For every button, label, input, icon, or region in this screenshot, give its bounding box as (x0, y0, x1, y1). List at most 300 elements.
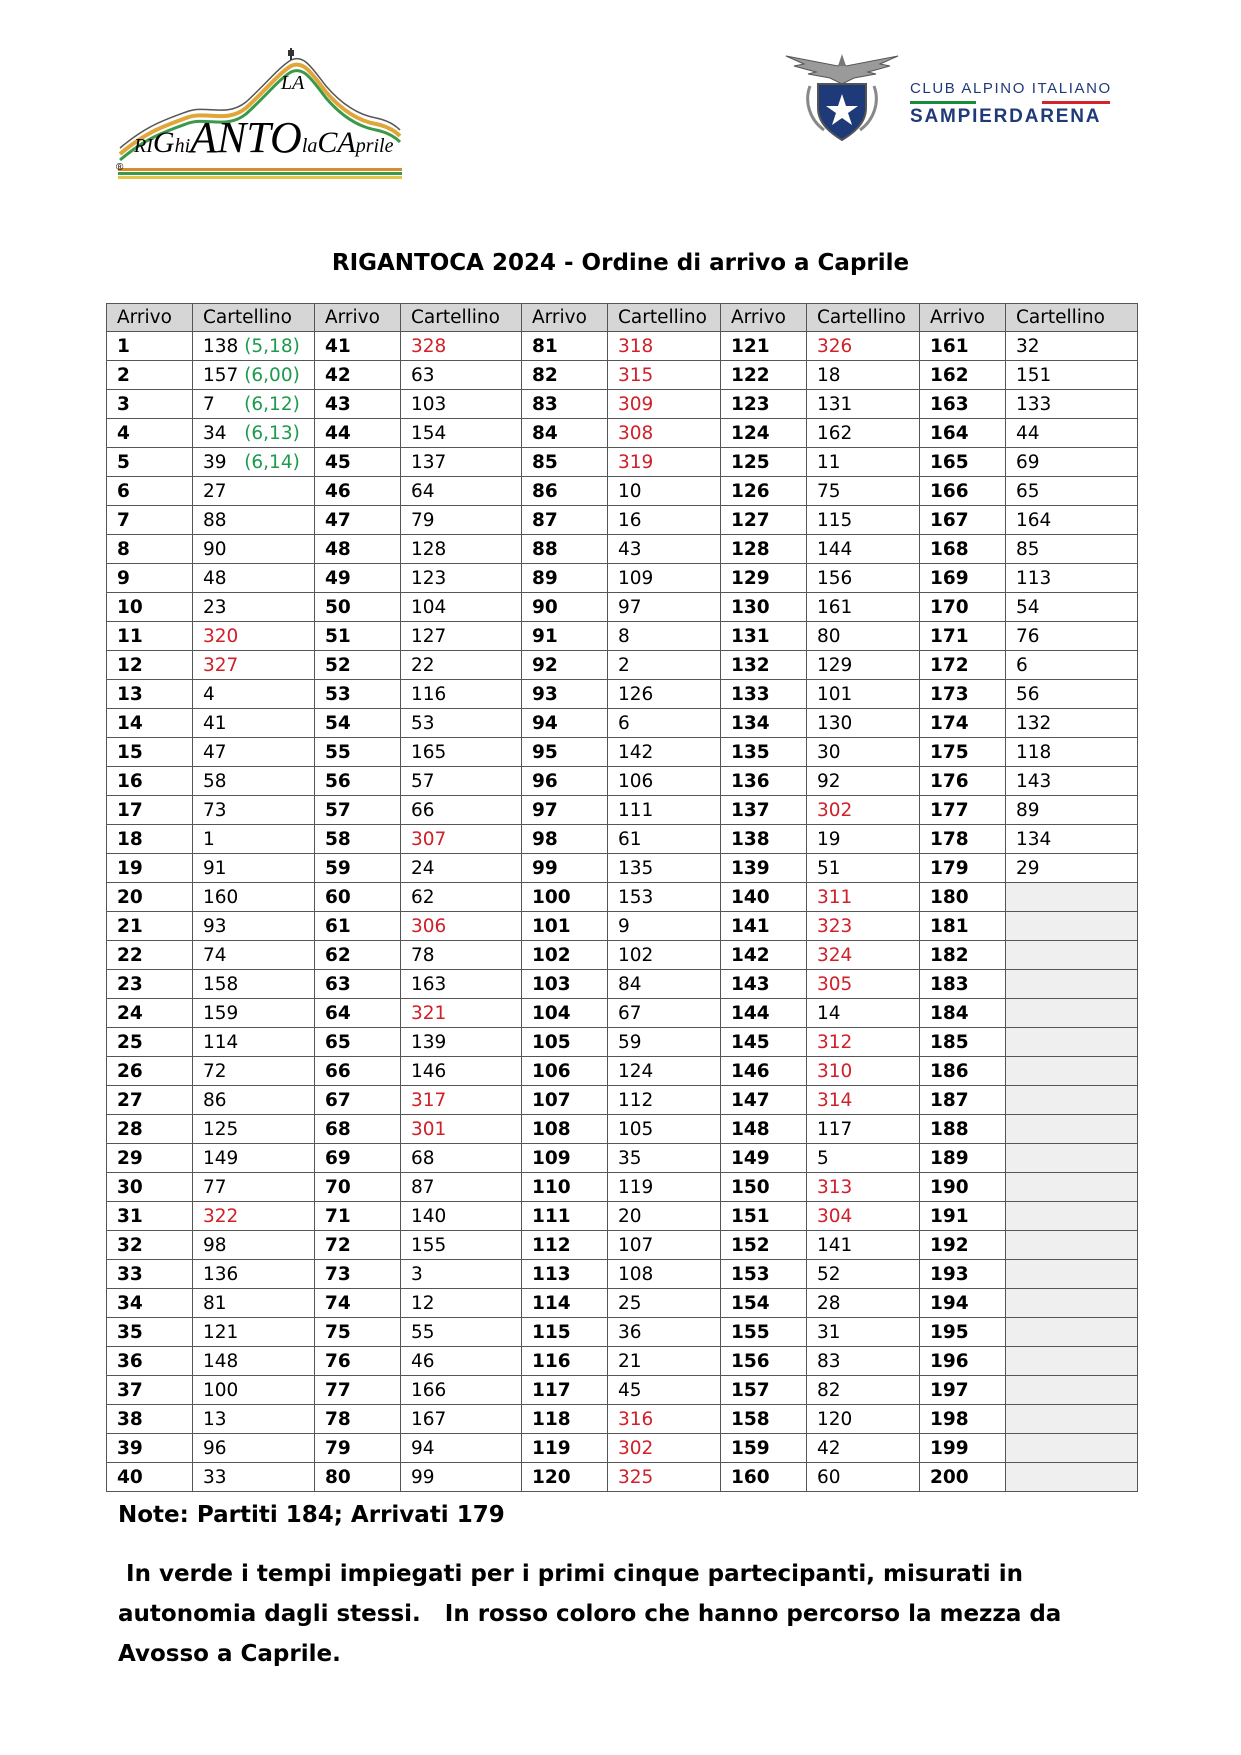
bib-value: 316 (618, 1408, 654, 1430)
bib-value: 120 (817, 1408, 853, 1430)
arrival-position: 88 (522, 535, 608, 564)
bib-value: 165 (411, 741, 447, 763)
bib-value: 86 (203, 1089, 227, 1111)
table-row (107, 1202, 1138, 1231)
bib-value: 69 (1016, 451, 1040, 473)
bib-value: 114 (203, 1031, 239, 1053)
bib-value: 1 (203, 828, 215, 850)
header-arrivo: Arrivo (920, 304, 1006, 332)
bib-value: 34 (203, 422, 227, 444)
bib-number (807, 1173, 920, 1202)
bib-value: 320 (203, 625, 239, 647)
bib-number (608, 883, 721, 912)
bib-number (807, 941, 920, 970)
arrival-position: 57 (315, 796, 401, 825)
note-summary: Note: Partiti 184; Arrivati 179 (118, 1502, 505, 1528)
bib-number (608, 1347, 721, 1376)
bib-number (193, 419, 315, 448)
bib-value: 140 (411, 1205, 447, 1227)
bib-number (401, 1260, 522, 1289)
bib-value: 313 (817, 1176, 853, 1198)
table-row (107, 390, 1138, 419)
bib-value: 305 (817, 973, 853, 995)
bib-value: 35 (618, 1147, 642, 1169)
bib-number (807, 796, 920, 825)
arrival-position: 104 (522, 999, 608, 1028)
bib-number (401, 1463, 522, 1492)
arrival-position: 177 (920, 796, 1006, 825)
arrival-position: 114 (522, 1289, 608, 1318)
bib-value: 126 (618, 683, 654, 705)
bib-number (1006, 593, 1138, 622)
bib-number (807, 419, 920, 448)
header-arrivo: Arrivo (315, 304, 401, 332)
bib-value: 10 (618, 480, 642, 502)
bib-value: 91 (203, 857, 227, 879)
arrival-position: 130 (721, 593, 807, 622)
arrival-position: 11 (107, 622, 193, 651)
bib-value: 63 (411, 364, 435, 386)
bib-value: 21 (618, 1350, 642, 1372)
page-title: RIGANTOCA 2024 - Ordine di arrivo a Caprile (331, 250, 910, 276)
arrival-position: 56 (315, 767, 401, 796)
bib-value: 5 (817, 1147, 829, 1169)
table-row (107, 1347, 1138, 1376)
table-row (107, 680, 1138, 709)
table-row (107, 1463, 1138, 1492)
arrival-position: 98 (522, 825, 608, 854)
arrival-position: 125 (721, 448, 807, 477)
bib-number (608, 709, 721, 738)
bib-number (193, 622, 315, 651)
table-row (107, 564, 1138, 593)
bib-value: 159 (203, 1002, 239, 1024)
arrival-position: 45 (315, 448, 401, 477)
finish-time: (5,18) (238, 335, 300, 357)
bib-number (1006, 1318, 1138, 1347)
arrival-position: 156 (721, 1347, 807, 1376)
header-cartellino: Cartellino (807, 304, 920, 332)
bib-value: 101 (817, 683, 853, 705)
bib-value: 28 (817, 1292, 841, 1314)
arrival-position: 38 (107, 1405, 193, 1434)
arrival-position: 163 (920, 390, 1006, 419)
bib-number (401, 448, 522, 477)
bib-number (807, 1144, 920, 1173)
bib-value: 90 (203, 538, 227, 560)
table-row (107, 1086, 1138, 1115)
arrival-position: 43 (315, 390, 401, 419)
bib-number (193, 883, 315, 912)
arrival-position: 129 (721, 564, 807, 593)
cai-section: SAMPIERDARENA (910, 106, 1102, 127)
bib-number (401, 1115, 522, 1144)
bib-number (1006, 1173, 1138, 1202)
table-row (107, 1405, 1138, 1434)
bib-number (193, 1260, 315, 1289)
arrival-position: 112 (522, 1231, 608, 1260)
arrival-position: 28 (107, 1115, 193, 1144)
bib-value: 319 (618, 451, 654, 473)
arrival-position: 7 (107, 506, 193, 535)
header-cartellino: Cartellino (608, 304, 721, 332)
arrival-position: 192 (920, 1231, 1006, 1260)
arrival-position: 92 (522, 651, 608, 680)
bib-number (608, 767, 721, 796)
bib-number (1006, 680, 1138, 709)
bib-number (193, 332, 315, 361)
bib-number (1006, 796, 1138, 825)
finish-time: (6,14) (226, 451, 300, 473)
arrival-position: 25 (107, 1028, 193, 1057)
bib-value: 75 (817, 480, 841, 502)
bib-value: 85 (1016, 538, 1040, 560)
arrival-position: 166 (920, 477, 1006, 506)
bib-number (193, 970, 315, 999)
bib-value: 109 (618, 567, 654, 589)
bib-value: 156 (817, 567, 853, 589)
arrival-position: 111 (522, 1202, 608, 1231)
bib-number (807, 970, 920, 999)
bib-value: 142 (618, 741, 654, 763)
bib-value: 144 (817, 538, 853, 560)
bib-number (401, 738, 522, 767)
bib-number (401, 564, 522, 593)
finish-time: (6,12) (214, 393, 300, 415)
bib-number (1006, 1202, 1138, 1231)
arrival-position: 137 (721, 796, 807, 825)
bib-number (193, 941, 315, 970)
bib-value: 119 (618, 1176, 654, 1198)
bib-number (401, 1405, 522, 1434)
bib-value: 167 (411, 1408, 447, 1430)
arrival-position: 24 (107, 999, 193, 1028)
arrival-position: 167 (920, 506, 1006, 535)
bib-number (193, 651, 315, 680)
arrival-position: 83 (522, 390, 608, 419)
bib-value: 66 (411, 799, 435, 821)
bib-number (401, 1144, 522, 1173)
bib-number (1006, 738, 1138, 767)
table-row (107, 448, 1138, 477)
bib-value: 302 (817, 799, 853, 821)
bib-value: 136 (203, 1263, 239, 1285)
bib-number (401, 912, 522, 941)
table-row (107, 767, 1138, 796)
arrival-position: 8 (107, 535, 193, 564)
arrival-position: 123 (721, 390, 807, 419)
bib-number (401, 506, 522, 535)
arrival-position: 80 (315, 1463, 401, 1492)
bib-value: 163 (411, 973, 447, 995)
bib-number (1006, 419, 1138, 448)
bib-value: 19 (817, 828, 841, 850)
logo-part: prile (355, 135, 394, 157)
bib-value: 30 (817, 741, 841, 763)
bib-number (401, 796, 522, 825)
arrival-position: 27 (107, 1086, 193, 1115)
arrival-position: 94 (522, 709, 608, 738)
bib-number (608, 1028, 721, 1057)
bib-number (608, 448, 721, 477)
bib-value: 115 (817, 509, 853, 531)
arrival-position: 22 (107, 941, 193, 970)
bib-number (608, 999, 721, 1028)
arrival-position: 171 (920, 622, 1006, 651)
arrival-position: 64 (315, 999, 401, 1028)
cai-name: CLUB ALPINO ITALIANO (910, 80, 1112, 97)
logo-part: la (301, 135, 318, 157)
arrival-position: 20 (107, 883, 193, 912)
arrival-position: 31 (107, 1202, 193, 1231)
arrival-position: 132 (721, 651, 807, 680)
bib-number (401, 1057, 522, 1086)
bib-number (401, 767, 522, 796)
bib-value: 22 (411, 654, 435, 676)
bib-value: 92 (817, 770, 841, 792)
bib-value: 151 (1016, 364, 1052, 386)
bib-value: 314 (817, 1089, 853, 1111)
bib-number (1006, 1028, 1138, 1057)
bib-number (1006, 709, 1138, 738)
bib-number (1006, 1086, 1138, 1115)
arrival-position: 95 (522, 738, 608, 767)
bib-number (608, 1289, 721, 1318)
table-row (107, 1057, 1138, 1086)
bib-value: 57 (411, 770, 435, 792)
arrival-position: 50 (315, 593, 401, 622)
bib-value: 131 (817, 393, 853, 415)
table-row (107, 738, 1138, 767)
arrival-position: 117 (522, 1376, 608, 1405)
table-header-row (107, 304, 1138, 332)
bib-number (807, 883, 920, 912)
bib-value: 44 (1016, 422, 1040, 444)
bib-value: 141 (817, 1234, 853, 1256)
arrival-position: 23 (107, 970, 193, 999)
arrival-position: 14 (107, 709, 193, 738)
bib-number (1006, 361, 1138, 390)
arrival-position: 82 (522, 361, 608, 390)
arrival-position: 91 (522, 622, 608, 651)
bib-number (1006, 970, 1138, 999)
header-arrivo: Arrivo (107, 304, 193, 332)
bib-number (193, 1318, 315, 1347)
arrival-position: 142 (721, 941, 807, 970)
bib-value: 124 (618, 1060, 654, 1082)
bib-number (608, 593, 721, 622)
table-row (107, 1144, 1138, 1173)
arrival-position: 71 (315, 1202, 401, 1231)
bib-number (1006, 854, 1138, 883)
arrival-position: 189 (920, 1144, 1006, 1173)
logo-part: hi (174, 135, 191, 157)
bib-number (608, 1463, 721, 1492)
arrival-position: 164 (920, 419, 1006, 448)
bib-value: 106 (618, 770, 654, 792)
bib-value: 2 (618, 654, 630, 676)
bib-number (608, 506, 721, 535)
arrival-position: 113 (522, 1260, 608, 1289)
table-row (107, 593, 1138, 622)
bib-number (401, 332, 522, 361)
bib-number (193, 1376, 315, 1405)
bib-value: 16 (618, 509, 642, 531)
bib-number (608, 1318, 721, 1347)
bib-number (807, 1463, 920, 1492)
bib-number (401, 680, 522, 709)
bib-number (807, 506, 920, 535)
bib-value: 6 (618, 712, 630, 734)
arrival-position: 172 (920, 651, 1006, 680)
bib-number (608, 332, 721, 361)
arrival-position: 151 (721, 1202, 807, 1231)
arrival-position: 58 (315, 825, 401, 854)
table-row (107, 332, 1138, 361)
arrival-position: 118 (522, 1405, 608, 1434)
arrival-position: 102 (522, 941, 608, 970)
arrival-position: 77 (315, 1376, 401, 1405)
bib-value: 64 (411, 480, 435, 502)
bib-number (193, 738, 315, 767)
arrival-position: 116 (522, 1347, 608, 1376)
bib-number (193, 680, 315, 709)
arrival-position: 185 (920, 1028, 1006, 1057)
bib-number (1006, 912, 1138, 941)
bib-number (1006, 825, 1138, 854)
bib-number (401, 825, 522, 854)
bib-value: 306 (411, 915, 447, 937)
bib-value: 146 (411, 1060, 447, 1082)
bib-value: 164 (1016, 509, 1052, 531)
bib-number (807, 361, 920, 390)
bib-number (401, 651, 522, 680)
arrival-position: 150 (721, 1173, 807, 1202)
table-row (107, 796, 1138, 825)
table-row (107, 1318, 1138, 1347)
arrival-position: 52 (315, 651, 401, 680)
bib-value: 13 (203, 1408, 227, 1430)
bib-number (401, 361, 522, 390)
bib-number (608, 941, 721, 970)
arrival-position: 165 (920, 448, 1006, 477)
bib-value: 55 (411, 1321, 435, 1343)
bib-value: 65 (1016, 480, 1040, 502)
bib-number (807, 1318, 920, 1347)
bib-value: 98 (203, 1234, 227, 1256)
header-cartellino: Cartellino (193, 304, 315, 332)
bib-number (807, 680, 920, 709)
bib-number (1006, 332, 1138, 361)
arrival-position: 100 (522, 883, 608, 912)
bib-number (193, 1434, 315, 1463)
bib-number (608, 1405, 721, 1434)
arrival-position: 49 (315, 564, 401, 593)
arrival-position: 124 (721, 419, 807, 448)
bib-number (807, 1289, 920, 1318)
arrival-position: 6 (107, 477, 193, 506)
bib-value: 107 (618, 1234, 654, 1256)
arrival-position: 13 (107, 680, 193, 709)
bib-number (807, 1202, 920, 1231)
bib-value: 12 (411, 1292, 435, 1314)
bib-number (193, 1231, 315, 1260)
bib-number (1006, 1347, 1138, 1376)
arrival-position: 1 (107, 332, 193, 361)
bib-number (608, 796, 721, 825)
arrival-position: 41 (315, 332, 401, 361)
bib-value: 73 (203, 799, 227, 821)
arrival-position: 134 (721, 709, 807, 738)
arrival-position: 184 (920, 999, 1006, 1028)
arrival-position: 141 (721, 912, 807, 941)
bib-number (1006, 767, 1138, 796)
arrival-position: 87 (522, 506, 608, 535)
bib-value: 76 (1016, 625, 1040, 647)
bib-value: 104 (411, 596, 447, 618)
arrival-position: 99 (522, 854, 608, 883)
arrival-position: 139 (721, 854, 807, 883)
arrival-position: 15 (107, 738, 193, 767)
bib-number (193, 448, 315, 477)
bib-value: 25 (618, 1292, 642, 1314)
bib-value: 111 (618, 799, 654, 821)
arrival-position: 96 (522, 767, 608, 796)
arrival-position: 97 (522, 796, 608, 825)
bib-number (1006, 1260, 1138, 1289)
bib-value: 33 (203, 1466, 227, 1488)
arrival-position: 47 (315, 506, 401, 535)
bib-value: 67 (618, 1002, 642, 1024)
arrival-position: 36 (107, 1347, 193, 1376)
bib-number (1006, 999, 1138, 1028)
arrival-position: 174 (920, 709, 1006, 738)
bib-number (807, 1405, 920, 1434)
arrival-position: 181 (920, 912, 1006, 941)
bib-number (193, 1028, 315, 1057)
bib-value: 99 (411, 1466, 435, 1488)
bib-number (401, 593, 522, 622)
bib-number (401, 419, 522, 448)
bib-number (401, 477, 522, 506)
arrival-position: 169 (920, 564, 1006, 593)
arrival-position: 180 (920, 883, 1006, 912)
arrival-table (106, 303, 1138, 1492)
bib-number (1006, 535, 1138, 564)
table-row (107, 1376, 1138, 1405)
bib-number (401, 1434, 522, 1463)
finish-time: (6,13) (226, 422, 300, 444)
bib-value: 311 (817, 886, 853, 908)
bib-value: 18 (817, 364, 841, 386)
bib-value: 322 (203, 1205, 239, 1227)
bib-number (193, 796, 315, 825)
arrival-position: 59 (315, 854, 401, 883)
header-cartellino: Cartellino (1006, 304, 1138, 332)
bib-number (193, 1463, 315, 1492)
bib-number (807, 1086, 920, 1115)
bib-number (193, 1086, 315, 1115)
bib-number (807, 854, 920, 883)
arrival-position: 136 (721, 767, 807, 796)
bib-number (807, 564, 920, 593)
bib-number (1006, 1289, 1138, 1318)
bib-value: 102 (618, 944, 654, 966)
bib-value: 41 (203, 712, 227, 734)
arrival-position: 9 (107, 564, 193, 593)
header-arrivo: Arrivo (522, 304, 608, 332)
bib-number (401, 390, 522, 419)
